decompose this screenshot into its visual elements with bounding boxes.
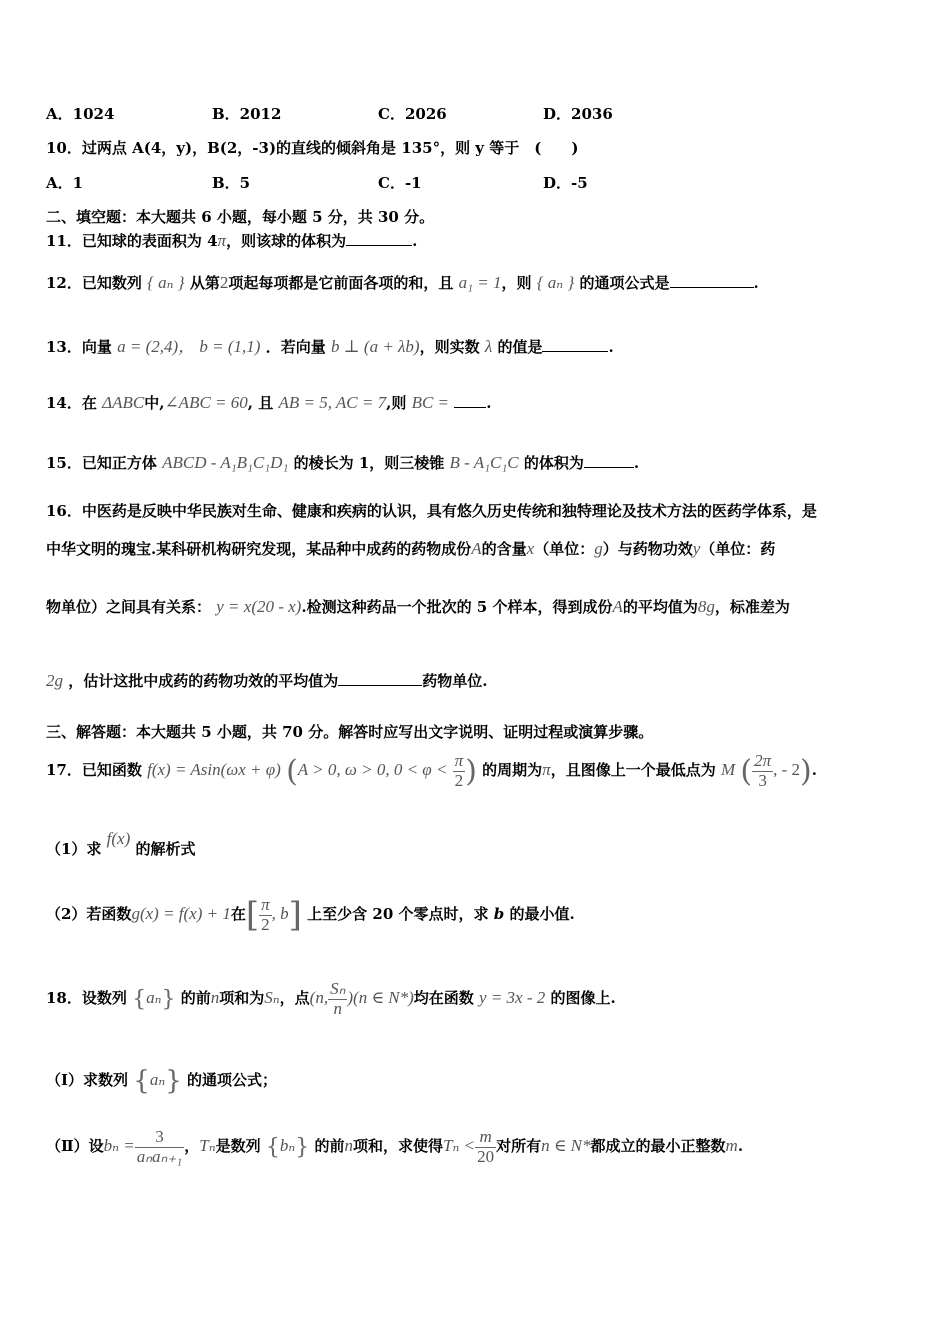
q17-2-post: 上至少含 20 个零点时，求 [307,905,489,923]
q16-l4b: 药物单位. [422,672,488,690]
q15-pre: 15．已知正方体 [46,454,157,472]
q12-seq2: { aₙ } [536,273,575,292]
q13-lambda: λ [484,337,493,356]
q12-cond: a₁ = 1 [458,273,502,292]
q13-perp: b ⊥ (a + λb) [330,337,420,356]
q17-conditions: A > 0, ω > 0, 0 < φ < [297,760,448,780]
q18-1-post: 的通项公式； [186,1071,277,1089]
question-18: 18．设数列 {aₙ} 的前n项和为Sₙ，点(n, $\frac{\text{Sₙ}}{n}$ )(n ∈ N*)均在函数 y = 3x - 2 的图像上. [46,979,616,1018]
question-17: 17．已知函数 f(x) = Asin(ωx + φ) (A > 0, ω > 0, 0 < φ < $\frac{\pi}{2}$ ) 的周期为π，且图像上一个最低点为 M ( $\frac{2\pi}{3}$ , - 2). [46,751,817,790]
q18-2-n: n [344,1136,353,1156]
q16-y: y [692,539,701,558]
question-14 [46,392,491,413]
q11-pre: 11．已知球的表面积为 4 [46,232,218,250]
q17-2-den: 2 [261,914,270,934]
q18-2-frac [135,1128,184,1166]
q14-pre: 14．在 [46,394,97,412]
q11-post: ，则该球的体积为 [226,232,347,250]
q18-2-tn: Tₙ [199,1136,216,1156]
q14-sides: AB = 5, AC = 7 [278,393,387,412]
q10-option-d: D．-5 [543,174,588,192]
q17-m-y: , - 2 [773,760,801,780]
q17-2-pre: （2）若函数 [46,905,132,923]
q15-pyramid: B - A₁C₁C [449,453,519,472]
q14-angle: ∠ABC = 60 [164,393,248,412]
q18-2-m: m [725,1136,738,1156]
q12-blank [670,273,754,288]
q17-period: π [542,760,551,780]
q18-mid1: 的前 [180,989,211,1008]
q16-l3d: ，标准差为 [714,598,790,616]
q12-mid1: 从第 [189,274,220,292]
q11-pi: π [217,231,227,250]
q17-2-b: , b [271,904,289,923]
q16-l2d: ）与药物功效 [602,540,693,558]
q16-l3a: 物单位）之间具有关系： [46,598,212,616]
q18-2-m-frac [475,1128,496,1166]
q17-function: f(x) = Asin(ωx + φ) [147,760,281,780]
q16-relation: y = x(20 - x) [216,597,302,616]
q18-2-num: 3 [135,1128,184,1148]
q16-l3c: 的平均值为 [622,598,698,616]
q9-option-b: B．2012 [212,105,282,123]
q15-mid: 的棱长为 1，则三棱锥 [293,454,445,472]
q12-seq: { aₙ } [147,273,185,292]
q16-avg: 8g [697,597,715,616]
q18-2-mid1: ， [184,1137,200,1156]
q18-2-mid4: 项和，求使得 [352,1137,443,1156]
q11-blank [346,231,412,246]
q16-l3b: .检测这种药品一个批次的 5 个样本，得到成份 [301,598,613,616]
q18-pt2: )(n ∈ N*) [347,988,414,1008]
q16-l2b: 的含量 [481,540,527,558]
q16-l2c: （单位： [534,540,595,558]
q17-1-post: 的解析式 [135,840,196,858]
q17-2-num: π [261,894,270,914]
q17-post: . [811,761,817,780]
question-16-line-4 [46,670,487,691]
q18-frac-num: Sₙ [330,979,346,998]
q13-mid2: ，则实数 [419,338,480,356]
q13-vectors: a = (2,4)， b = (1,1) [117,337,261,356]
q18-2-b: bₙ = [103,1136,135,1156]
q18-n: n [210,988,220,1008]
q16-l4: ，估计这批中成药的药物功效的平均值为 [68,672,339,690]
section-2-heading: 二、填空题：本大题共 6 小题，每小题 5 分，共 30 分。 [46,208,435,226]
q16-a: A [471,539,482,558]
q17-m-x [752,752,773,790]
q16-g: g [594,539,603,558]
q17-2-g: g(x) = f(x) + 1 [131,904,231,923]
q18-sn: Sₙ [264,988,280,1008]
q12-pre: 12．已知数列 [46,274,142,292]
q18-2-mid3: 的前 [314,1137,345,1156]
q17-pi-over-2 [453,752,466,790]
q17-2-pi-over-2 [259,896,272,934]
q17-2-mid: 在 [230,905,246,923]
q17-mid: 的周期为 [482,761,543,780]
q18-2-mid6: 都成立的最小正整数 [590,1137,726,1156]
q18-2-m-num: m [475,1128,496,1148]
q18-mid4: 均在函数 [413,989,474,1008]
q16-x: x [526,539,535,558]
q18-pre: 18．设数列 [46,989,127,1008]
q18-1-pre: （Ⅰ）求数列 [46,1071,129,1089]
q10-option-c: C．-1 [378,174,422,192]
q17-1-pre: （1）求 [46,840,102,858]
q14-triangle: ΔABC [102,393,145,412]
q18-frac-den: n [333,998,342,1018]
q18-mid2: 项和为 [219,989,265,1008]
question-15: 15．已知正方体 ABCD - A₁B₁C₁D₁ 的棱长为 1，则三棱锥 B - A₁C₁C 的体积为 . [46,453,640,472]
q12-mid3: ，则 [501,274,532,292]
q12-post: 的通项公式是 [579,274,670,292]
q17-2-post2: 的最小值. [509,905,575,923]
q16-blank [338,671,422,686]
q18-frac [328,980,347,1018]
q14-mid1: 中, [144,394,165,412]
q18-function: y = 3x - 2 [479,988,546,1008]
q14-blank [454,393,486,408]
q13-pre: 13．向量 [46,338,112,356]
q13-mid: ．若向量 [265,338,326,356]
q13-blank [542,337,608,352]
q17-1-f: f(x) [106,829,131,848]
q16-sd: 2g [46,671,63,690]
q18-an: aₙ [146,988,162,1008]
q14-mid2: , 且 [247,394,274,412]
q18-2-post: . [737,1137,744,1156]
q17-frac-num: π [454,751,464,770]
question-18-part-1: （Ⅰ）求数列 {aₙ} 的通项公式； [46,1066,277,1096]
q17-m: M [720,760,736,780]
q9-option-c: C．2026 [378,105,447,123]
q17-mx-num: 2π [754,751,772,770]
q18-2-mid2: 是数列 [215,1137,261,1156]
q12-two: 2 [219,273,229,292]
q14-bc: BC = [411,393,450,412]
q15-post: 的体积为 [523,454,584,472]
question-12: 12．已知数列 { aₙ } 从第2项起每项都是它前面各项的和，且 a₁ = 1，则 { aₙ } 的通项公式是 . [46,273,759,292]
question-10: 10．过两点 A(4，y)，B(2，-3)的直线的倾斜角是 135°，则 y 等于 ( ) [46,139,579,157]
q17-mid2: ，且图像上一个最低点为 [550,761,716,780]
q9-option-a: A．1024 [46,105,115,123]
q18-2-bn: bₙ [279,1136,296,1156]
question-18-part-2: （Ⅱ）设bₙ = $\frac{3}{\text{aₙaₙ₊₁}}$ ，Tₙ是数列 {bₙ} 的前n项和，求使得Tₙ < $\frac{m}{20}$ 对所有n ∈ N*都成立的最小正整数m. [46,1127,744,1166]
q10-option-b: B．5 [212,174,251,192]
q18-2-mid5: 对所有 [496,1137,542,1156]
question-11: 11．已知球的表面积为 4π，则该球的体积为 . [46,231,418,250]
q12-mid2: 项起每项都是它前面各项的和，且 [228,274,454,292]
section-3-heading: 三、解答题：本大题共 5 小题，共 70 分。解答时应写出文字说明、证明过程或演算步骤。 [46,723,654,741]
q17-mx-den: 3 [758,770,767,790]
q18-2-m-den: 20 [477,1146,495,1166]
question-16-line-1: 16．中医药是反映中华民族对生命、健康和疾病的认识，具有悠久历史传统和独特理论及技术方法的医药学体系，是 [46,502,817,520]
q13-post: 的值是 [497,338,543,356]
question-16-line-3 [46,596,790,617]
q18-2-pre: （Ⅱ）设 [46,1137,104,1156]
question-17-part-2: （2）若函数g(x) = f(x) + 1在[ $\frac{\pi}{2}$ , b] 上至少含 20 个零点时，求 b 的最小值. [46,894,575,935]
q17-pre: 17．已知函数 [46,761,142,780]
q17-frac-den: 2 [454,770,464,790]
q17-2-bvar: b [493,905,505,923]
question-17-part-1 [46,829,196,859]
q18-1-an: aₙ [149,1070,166,1089]
q18-post: 的图像上. [550,989,616,1008]
q18-2-nset: n ∈ N* [541,1136,591,1156]
q18-mid3: ，点 [279,989,310,1008]
q18-pt1: (n, [309,988,329,1008]
q18-2-den: aₙaₙ₊₁ [136,1146,183,1166]
q9-option-d: D．2036 [543,105,613,123]
q15-blank [584,453,634,468]
q14-mid3: ,则 [386,394,407,412]
q16-a2: A [612,597,623,616]
q14-post: . [486,394,492,412]
question-16-line-2 [46,538,775,559]
q18-2-tn2: Tₙ < [443,1136,476,1156]
q10-option-a: A．1 [46,174,84,192]
question-13: 13．向量 a = (2,4)， b = (1,1) ．若向量 b ⊥ (a + λb)，则实数 λ 的值是 . [46,337,614,356]
q16-l2e: （单位：药 [700,540,776,558]
q16-l2a: 中华文明的瑰宝.某科研机构研究发现，某品种中成药的药物成份 [46,540,472,558]
q15-cube: ABCD - A₁B₁C₁D₁ [162,453,289,472]
